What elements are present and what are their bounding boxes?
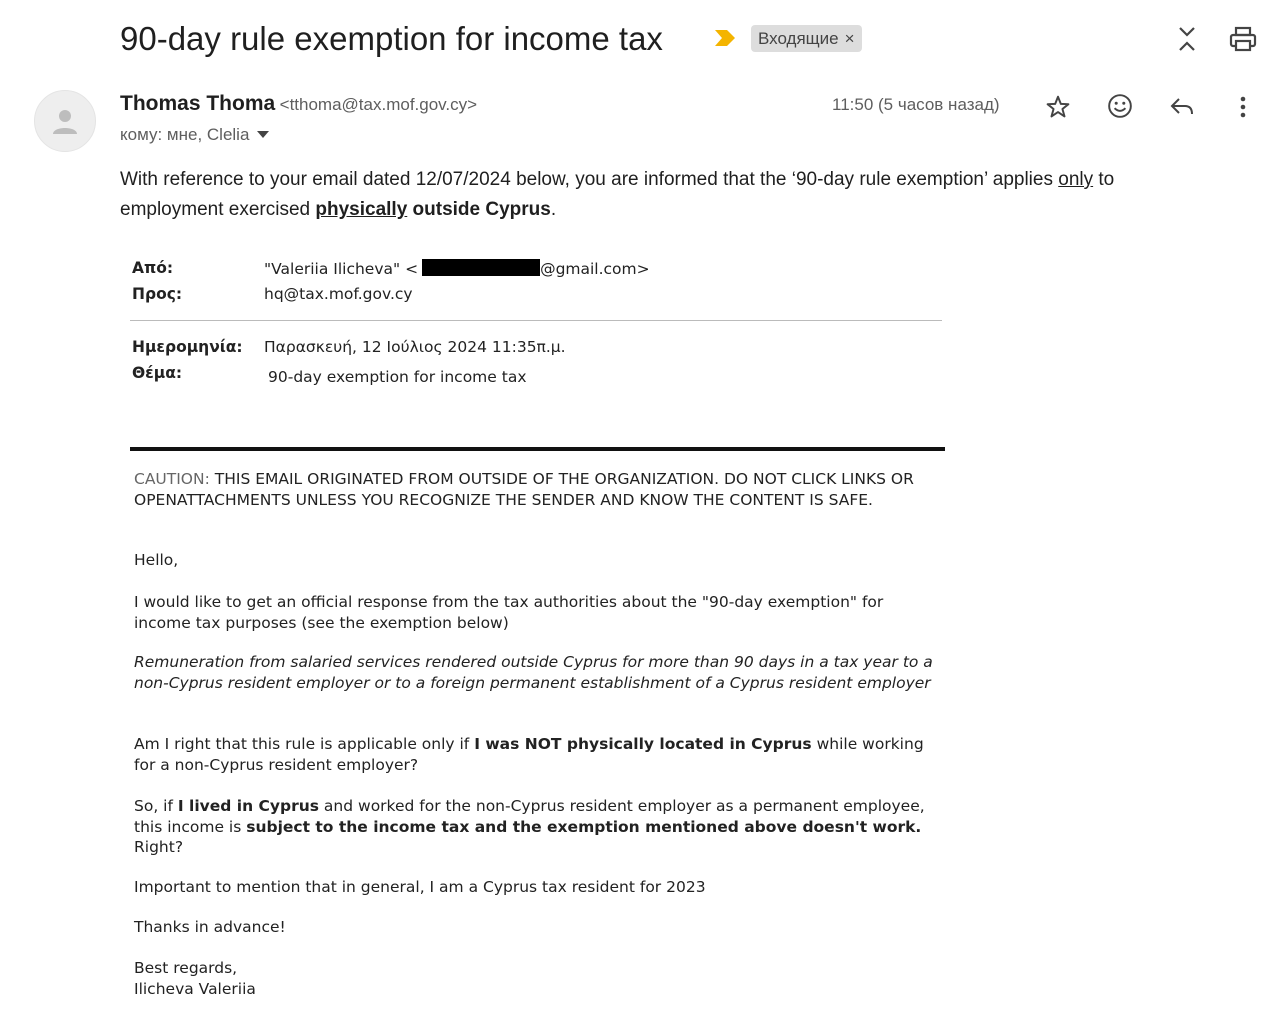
caret-down-icon <box>257 131 269 139</box>
to-value: hq@tax.mof.gov.cy <box>264 285 413 303</box>
expand-all-button[interactable] <box>1170 22 1204 56</box>
from-email-suffix: @gmail.com> <box>540 260 650 278</box>
from-name: "Valeriia Ilicheva" < <box>264 260 419 278</box>
reply-icon <box>1169 96 1195 118</box>
date-label: Ημερομηνία: <box>132 338 243 356</box>
body-text-1: With reference to your email dated 12/07/2024 below, you are informed that the ‘90-day rule exemption’ applies <box>120 169 1059 190</box>
p4-text-d: subject to the income tax and the exemption mentioned above doesn't work. <box>246 817 922 836</box>
body-outside: outside Cyprus <box>407 199 551 220</box>
p3-text-a: Am I right that this rule is applicable only if <box>134 735 475 753</box>
p3-text-c: while working for a non-Cyprus resident employer? <box>134 735 924 774</box>
sender-line <box>120 92 477 116</box>
print-button[interactable] <box>1224 22 1262 56</box>
to-label: Προς: <box>132 285 183 303</box>
paragraph-5: Important to mention that in general, I am a Cyprus tax resident for 2023 <box>134 878 706 896</box>
thick-divider <box>130 447 945 451</box>
p4-text-a: So, if <box>134 797 178 815</box>
p4-text-e: Right? <box>134 838 184 856</box>
body-text-2: to employment exercised <box>120 169 1115 220</box>
signature <box>134 958 934 999</box>
greeting: Hello, <box>134 551 179 569</box>
date-value: Παρασκευή, 12 Ιούλιος 2024 11:35π.μ. <box>264 338 566 356</box>
subject-value: 90-day exemption for income tax <box>268 368 527 386</box>
body-physically: physically <box>315 199 408 220</box>
label-text: Входящие <box>758 28 839 48</box>
unfold-icon <box>1176 24 1198 54</box>
quoted-email-image <box>118 240 958 1010</box>
paragraph-4 <box>134 796 934 858</box>
add-reaction-button[interactable] <box>1103 89 1137 123</box>
caution-text: THIS EMAIL ORIGINATED FROM OUTSIDE OF THE ORGANIZATION. DO NOT CLICK LINKS OR OPENATTACHMENTS UNLESS YOU RECOGNIZE THE SENDER AND KNOW THE CONTENT IS SAFE. <box>134 470 914 509</box>
sender-name[interactable]: Thomas Thoma <box>120 92 276 115</box>
header-divider <box>130 320 942 321</box>
reply-button[interactable] <box>1165 91 1199 123</box>
person-icon <box>50 106 80 136</box>
paragraph-6: Thanks in advance! <box>134 918 286 936</box>
paragraph-3 <box>134 734 934 775</box>
inbox-label-chip[interactable] <box>751 25 862 52</box>
redaction-bar <box>422 259 540 276</box>
message-body <box>120 165 1190 225</box>
caution-notice <box>134 469 934 510</box>
subject-label: Θέμα: <box>132 364 183 382</box>
p4-text-c: and worked for the non-Cyprus resident employer as a permanent employee, this income is <box>134 797 925 836</box>
sender-avatar[interactable] <box>34 90 96 152</box>
recipients-dropdown[interactable] <box>120 125 269 145</box>
sender-email: <tthoma@tax.mof.gov.cy> <box>279 95 478 114</box>
message-time: 11:50 (5 часов назад) <box>832 95 1000 114</box>
body-end: . <box>550 199 557 220</box>
p3-text-b: I was NOT physically located in Cyprus <box>474 735 812 753</box>
more-vert-icon <box>1240 96 1246 118</box>
signature-name: Ilicheva Valeriia <box>134 979 256 998</box>
recipients-text: кому: мне, Clelia <box>120 125 250 144</box>
remove-label-icon[interactable]: × <box>844 28 855 48</box>
star-icon <box>1045 94 1071 120</box>
body-only: only <box>1058 169 1094 190</box>
importance-marker-icon[interactable] <box>713 28 737 48</box>
caution-prefix: CAUTION: <box>134 470 210 488</box>
p4-text-b: I lived in Cyprus <box>177 797 319 815</box>
paragraph-2: Remuneration from salaried services rendered outside Cyprus for more than 90 days in a tax year to a non-Cyprus resident employer or to a foreign permanent establishment of a Cyprus resident employer <box>134 653 933 692</box>
email-subject: 90-day rule exemption for income tax <box>120 20 663 57</box>
from-value <box>264 259 650 278</box>
star-button[interactable] <box>1042 91 1074 123</box>
smiley-icon <box>1107 93 1133 119</box>
paragraph-1: I would like to get an official response from the tax authorities about the "90-day exemption" for income tax purposes (see the exemption below) <box>134 593 884 632</box>
signature-closing: Best regards, <box>134 959 238 977</box>
more-options-button[interactable] <box>1230 91 1256 123</box>
print-icon <box>1229 26 1257 52</box>
from-label: Από: <box>132 259 174 277</box>
